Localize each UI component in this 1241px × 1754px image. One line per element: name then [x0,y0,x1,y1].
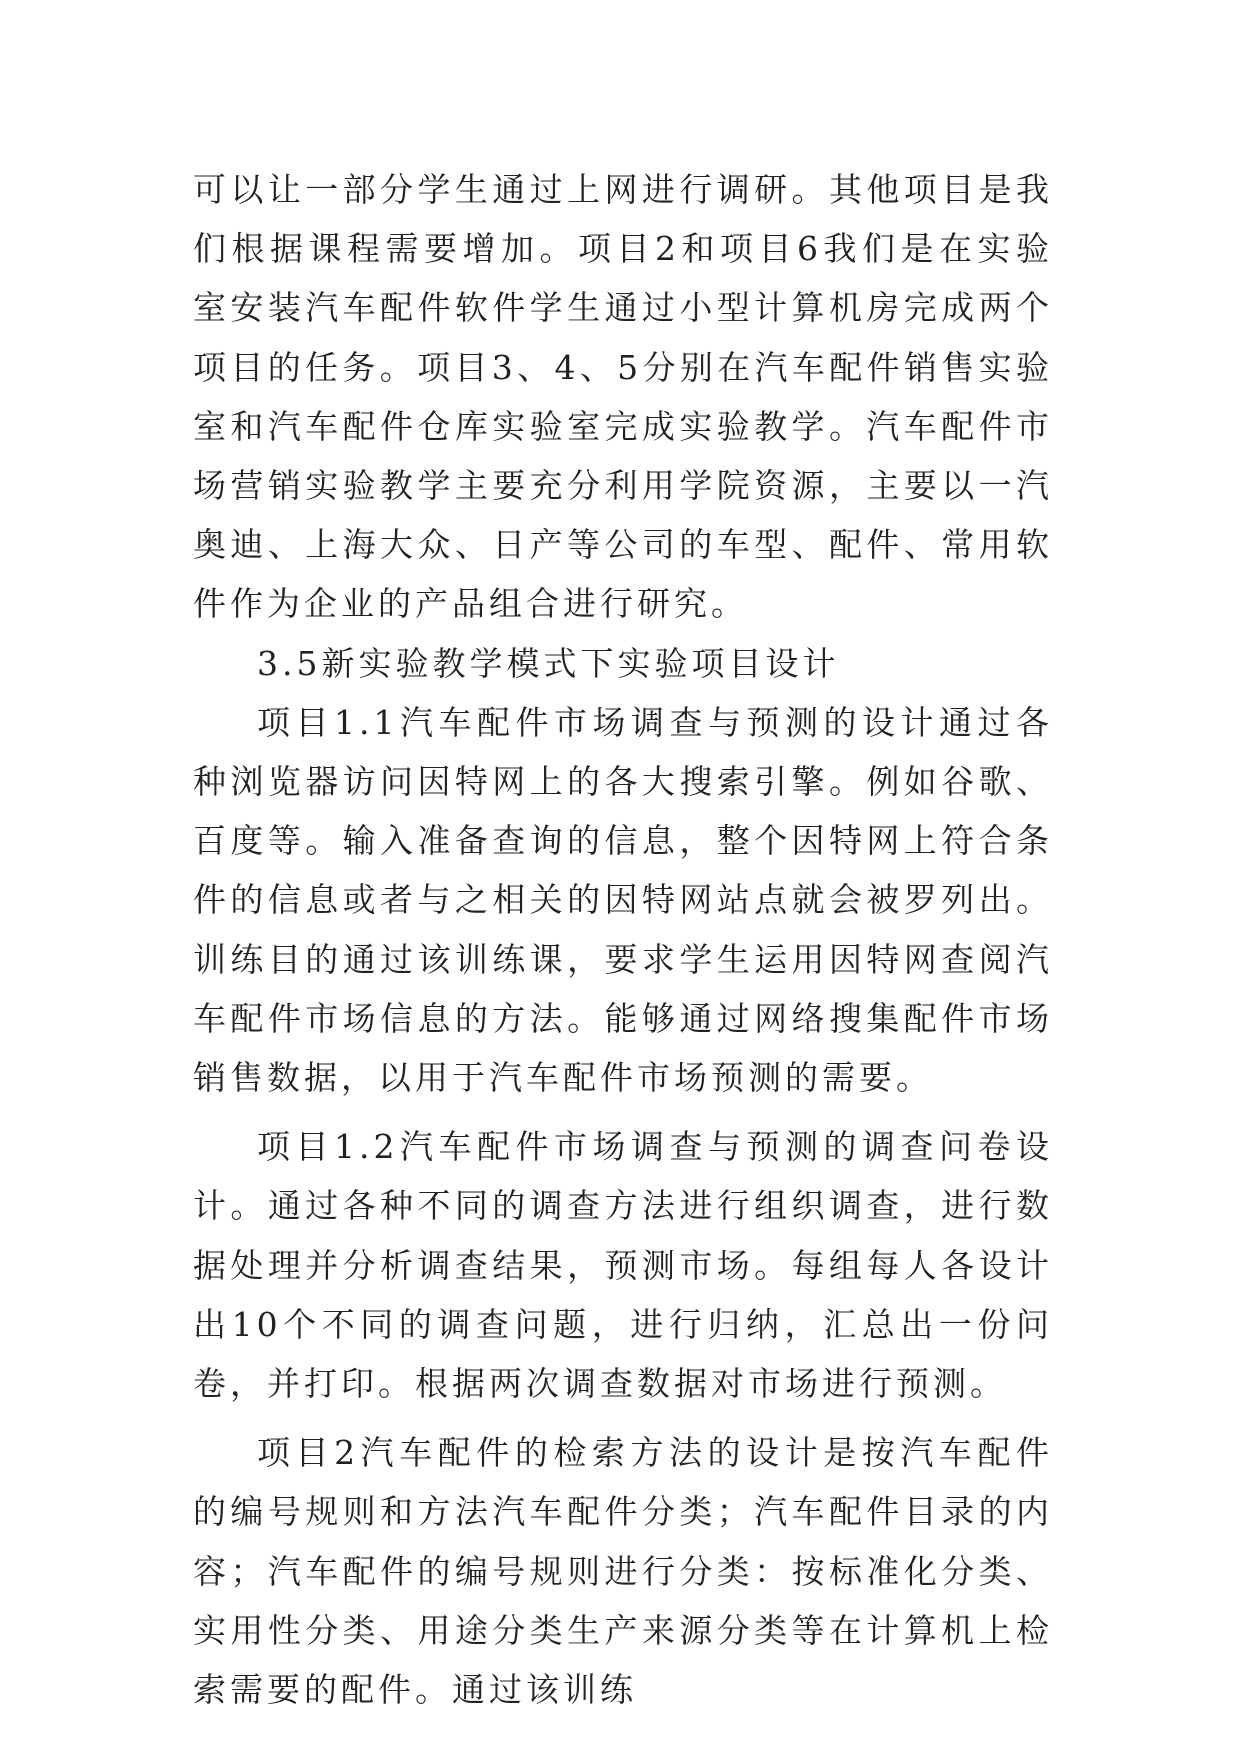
body-text [193,160,1053,1719]
paragraph-project-1-2: 项目1.2汽车配件市场调查与预测的调查问卷设计。通过各种不同的调查方法进行组织调查，进行数据处理并分析调查结果，预测市场。每组每人各设计出10个不同的调查问题，进行归纳，汇总出一份问卷，并打印。根据两次调查数据对市场进行预测。 [193,1127,1053,1404]
paragraph-project-1-1: 项目1.1汽车配件市场调查与预测的设计通过各种浏览器访问因特网上的各大搜索引擎。例如谷歌、百度等。输入准备查询的信息，整个因特网上符合条件的信息或者与之相关的因特网站点就会被罗列出。训练目的通过该训练课，要求学生运用因特网查阅汽车配件市场信息的方法。能够通过网络搜集配件市场销售数据，以用于汽车配件市场预测的需要。 [193,702,1053,1098]
section-heading: 3.5新实验教学模式下实验项目设计 [257,643,840,683]
paragraph-continuation: 可以让一部分学生通过上网进行调研。其他项目是我们根据课程需要增加。项目2和项目6我们是在实验室安装汽车配件软件学生通过小型计算机房完成两个项目的任务。项目3、4、5分别在汽车配件销售实验室和汽车配件仓库实验室完成实验教学。汽车配件市场营销实验教学主要充分利用学院资源，主要以一汽奥迪、上海大众、日产等公司的车型、配件、常用软件作为企业的产品组合进行研究。 [193,170,1053,624]
paragraph-project-2: 项目2汽车配件的检索方法的设计是按汽车配件的编号规则和方法汽车配件分类；汽车配件目录的内容；汽车配件的编号规则进行分类：按标准化分类、实用性分类、用途分类生产来源分类等在计算机上检索需要的配件。通过该训练 [193,1433,1053,1710]
